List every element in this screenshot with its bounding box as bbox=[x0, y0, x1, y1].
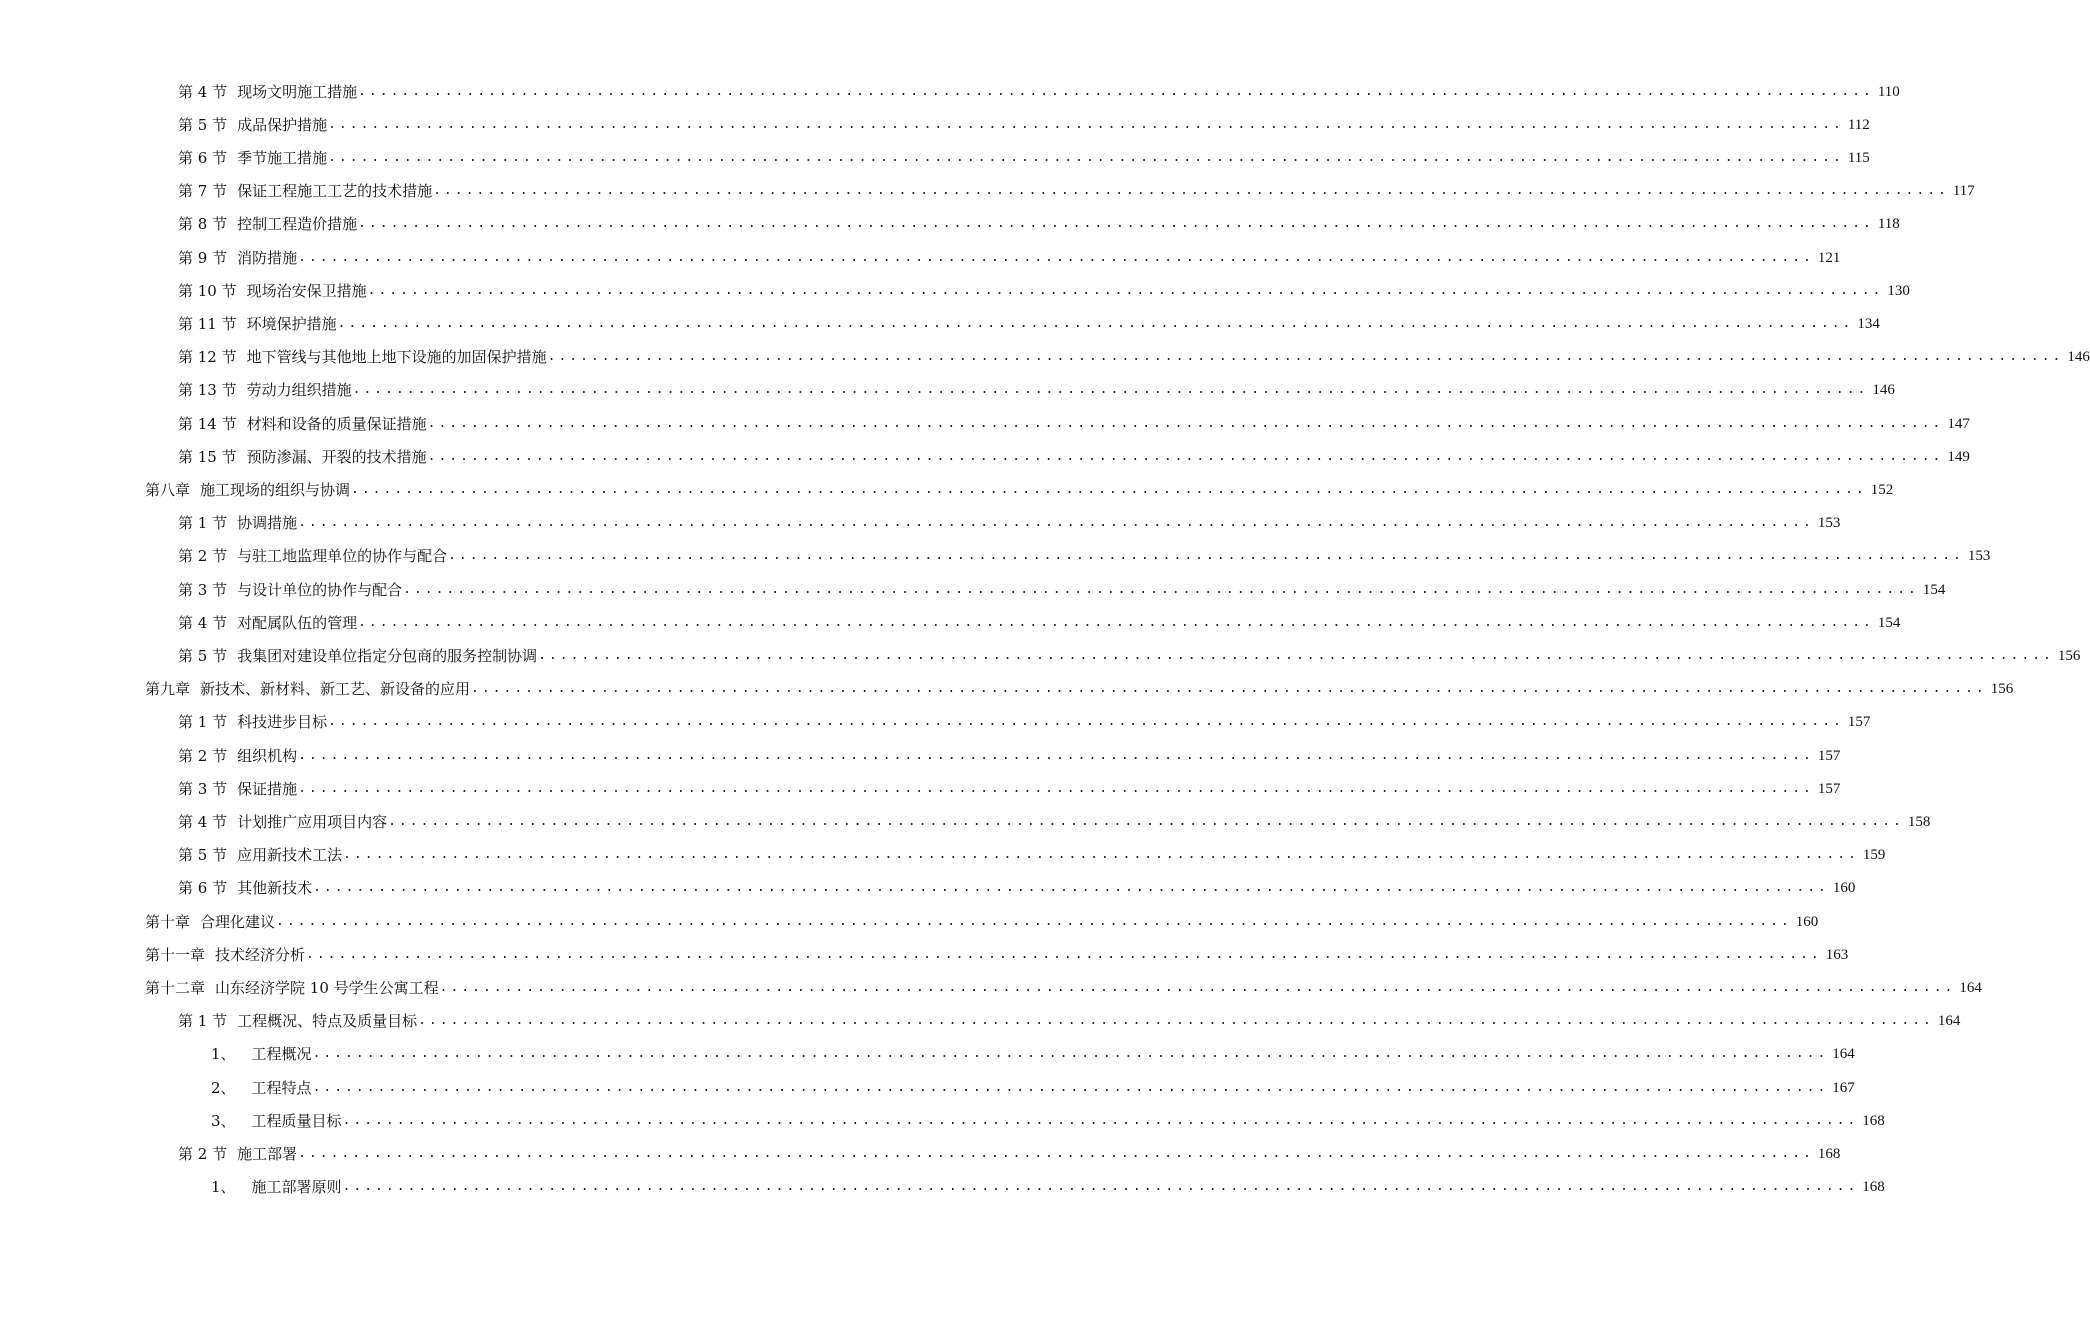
toc-dot-leader: ............................................................................................................................................ bbox=[433, 183, 1949, 199]
toc-entry-page-number: 168 bbox=[1862, 1179, 1885, 1196]
toc-entry-number: 第 14 节 bbox=[178, 414, 237, 433]
toc-entry[interactable] bbox=[178, 772, 1841, 805]
toc-entry-title: 协调措施 bbox=[237, 514, 298, 533]
toc-dot-leader: ............................................................................................................................................ bbox=[312, 1079, 1829, 1095]
toc-entry-number: 第 12 节 bbox=[178, 348, 237, 367]
toc-entry-heading bbox=[178, 380, 352, 400]
toc-entry-page-number: 110 bbox=[1877, 83, 1900, 100]
toc-entry[interactable] bbox=[178, 307, 1880, 340]
toc-entry-title: 成品保护措施 bbox=[237, 115, 328, 134]
toc-entry-heading bbox=[178, 148, 327, 168]
toc-entry-heading bbox=[178, 646, 537, 666]
toc-entry-title: 现场治安保卫措施 bbox=[246, 281, 367, 300]
toc-entry[interactable] bbox=[178, 507, 1841, 540]
toc-entry-number: 第 3 节 bbox=[178, 779, 228, 798]
toc-entry-title: 季节施工措施 bbox=[237, 148, 328, 167]
toc-entry-number: 第十章 bbox=[145, 912, 191, 931]
toc-entry-page-number: 152 bbox=[1870, 481, 1894, 498]
toc-entry-page-number: 149 bbox=[1947, 448, 1970, 465]
toc-entry-heading bbox=[178, 1011, 417, 1031]
toc-entry-heading bbox=[178, 779, 297, 799]
toc-entry[interactable] bbox=[178, 175, 1975, 208]
toc-entry-title: 计划推广应用项目内容 bbox=[237, 812, 388, 831]
toc-entry-number: 第 7 节 bbox=[178, 182, 228, 201]
toc-entry-title: 我集团对建设单位指定分包商的服务控制协调 bbox=[237, 646, 538, 665]
toc-entry[interactable] bbox=[145, 971, 1982, 1004]
toc-entry-title: 山东经济学院 10 号学生公寓工程 bbox=[215, 978, 439, 997]
toc-entry-heading bbox=[178, 845, 342, 865]
toc-entry-title: 科技进步目标 bbox=[237, 713, 328, 732]
toc-entry-heading bbox=[178, 613, 357, 633]
toc-entry-page-number: 112 bbox=[1847, 116, 1870, 133]
toc-entry[interactable] bbox=[178, 872, 1856, 905]
toc-entry-heading bbox=[145, 945, 305, 965]
toc-entry-number: 3、 bbox=[211, 1111, 236, 1130]
toc-dot-leader: ............................................................................................................................................ bbox=[276, 913, 1792, 929]
toc-entry-heading bbox=[178, 447, 427, 467]
toc-entry[interactable] bbox=[145, 473, 1894, 506]
toc-entry-heading bbox=[178, 580, 402, 600]
toc-entry-title: 对配属队伍的管理 bbox=[237, 613, 358, 632]
toc-dot-leader: ............................................................................................................................................ bbox=[358, 614, 1874, 630]
toc-dot-leader: ............................................................................................................................................ bbox=[427, 448, 1944, 464]
toc-entry-title: 环境保护措施 bbox=[246, 314, 337, 333]
toc-entry[interactable] bbox=[178, 739, 1841, 772]
toc-entry-number: 第 6 节 bbox=[178, 879, 228, 898]
toc-entry-title: 新技术、新材料、新工艺、新设备的应用 bbox=[200, 680, 471, 699]
toc-entry-title: 工程概况、特点及质量目标 bbox=[237, 1012, 418, 1031]
toc-entry-title: 工程特点 bbox=[251, 1078, 312, 1097]
toc-entry-heading bbox=[178, 181, 432, 201]
toc-entry[interactable] bbox=[178, 274, 1910, 307]
toc-entry-number: 1、 bbox=[211, 1045, 236, 1064]
toc-entry[interactable] bbox=[178, 208, 1900, 241]
toc-entry-title: 消防措施 bbox=[237, 248, 298, 267]
toc-entry-number: 第 5 节 bbox=[178, 115, 228, 134]
toc-dot-leader: ............................................................................................................................................ bbox=[337, 315, 1854, 331]
toc-entry-page-number: 160 bbox=[1795, 913, 1819, 930]
toc-entry-heading bbox=[145, 480, 350, 500]
toc-dot-leader: ............................................................................................................................................ bbox=[358, 83, 1874, 99]
toc-dot-leader: ............................................................................................................................................ bbox=[306, 946, 1822, 962]
toc-entry-heading bbox=[178, 746, 297, 766]
toc-entry-number: 第八章 bbox=[145, 480, 191, 499]
toc-entry-page-number: 130 bbox=[1887, 282, 1910, 299]
toc-dot-leader: ............................................................................................................................................ bbox=[312, 1046, 1829, 1062]
toc-entry-number: 第 4 节 bbox=[178, 82, 228, 101]
toc-dot-leader: ............................................................................................................................................ bbox=[352, 382, 1869, 398]
toc-entry[interactable] bbox=[178, 839, 1886, 872]
toc-entry[interactable] bbox=[178, 540, 1991, 573]
toc-entry-number: 第 1 节 bbox=[178, 514, 228, 533]
toc-entry-title: 组织机构 bbox=[237, 746, 298, 765]
toc-entry-title: 保证工程施工工艺的技术措施 bbox=[237, 182, 433, 201]
toc-entry[interactable] bbox=[178, 706, 1871, 739]
toc-entry-heading bbox=[211, 1044, 312, 1064]
toc-dot-leader: ............................................................................................................................................ bbox=[328, 714, 1844, 730]
toc-entry-title: 工程质量目标 bbox=[251, 1111, 342, 1130]
toc-entry-heading bbox=[211, 1078, 312, 1098]
toc-dot-leader: ............................................................................................................................................ bbox=[367, 282, 1884, 298]
toc-entry-number: 第 3 节 bbox=[178, 580, 228, 599]
toc-entry-page-number: 147 bbox=[1947, 415, 1970, 432]
toc-entry-page-number: 167 bbox=[1832, 1079, 1855, 1096]
toc-dot-leader: ............................................................................................................................................ bbox=[313, 880, 1829, 896]
toc-entry-page-number: 163 bbox=[1825, 946, 1849, 963]
toc-entry-page-number: 153 bbox=[1967, 548, 1991, 565]
toc-entry-heading bbox=[145, 679, 470, 699]
toc-entry-page-number: 164 bbox=[1937, 1013, 1961, 1030]
toc-entry-number: 第 6 节 bbox=[178, 148, 228, 167]
toc-entry-title: 与设计单位的协作与配合 bbox=[237, 580, 403, 599]
toc-entry-page-number: 168 bbox=[1817, 1145, 1841, 1162]
toc-entry[interactable] bbox=[178, 374, 1895, 407]
toc-entry-heading bbox=[178, 546, 447, 566]
toc-entry-number: 第九章 bbox=[145, 680, 191, 699]
toc-entry-page-number: 156 bbox=[2057, 647, 2081, 664]
toc-entry-heading bbox=[178, 214, 357, 234]
toc-dot-leader: ............................................................................................................................................ bbox=[342, 1179, 1859, 1195]
toc-entry-page-number: 157 bbox=[1817, 780, 1841, 797]
toc-entry-page-number: 121 bbox=[1817, 249, 1841, 266]
toc-entry-number: 第 13 节 bbox=[178, 381, 237, 400]
toc-entry-title: 现场文明施工措施 bbox=[237, 82, 358, 101]
toc-entry[interactable] bbox=[211, 1071, 1855, 1104]
toc-entry-title: 合理化建议 bbox=[200, 912, 276, 931]
toc-entry-heading bbox=[178, 314, 337, 334]
toc-entry-title: 技术经济分析 bbox=[215, 945, 306, 964]
toc-entry-page-number: 115 bbox=[1847, 149, 1870, 166]
toc-entry-heading bbox=[178, 513, 297, 533]
toc-dot-leader: ............................................................................................................................................ bbox=[448, 548, 1964, 564]
toc-dot-leader: ............................................................................................................................................ bbox=[298, 515, 1814, 531]
toc-entry[interactable] bbox=[145, 905, 1819, 938]
toc-entry-heading bbox=[145, 912, 275, 932]
toc-entry-page-number: 157 bbox=[1817, 747, 1841, 764]
toc-dot-leader: ............................................................................................................................................ bbox=[418, 1013, 1934, 1029]
toc-dot-leader: ............................................................................................................................................ bbox=[439, 979, 1956, 995]
toc-entry-page-number: 159 bbox=[1862, 847, 1886, 864]
toc-dot-leader: ............................................................................................................................................ bbox=[358, 216, 1874, 232]
toc-dot-leader: ............................................................................................................................................ bbox=[298, 249, 1814, 265]
toc-dot-leader: ............................................................................................................................................ bbox=[298, 747, 1814, 763]
toc-entry[interactable] bbox=[211, 1038, 1855, 1071]
toc-entry-number: 第 2 节 bbox=[178, 1144, 228, 1163]
toc-entry-heading bbox=[178, 812, 387, 832]
toc-entry-heading bbox=[211, 1177, 342, 1197]
toc-entry-page-number: 134 bbox=[1857, 315, 1880, 332]
toc-entry[interactable] bbox=[178, 606, 1901, 639]
toc-entry-number: 第 4 节 bbox=[178, 812, 228, 831]
toc-entry[interactable] bbox=[178, 440, 1970, 473]
toc-entry-number: 第 1 节 bbox=[178, 713, 228, 732]
toc-entry[interactable] bbox=[145, 673, 2014, 706]
toc-entry-heading bbox=[178, 878, 312, 898]
toc-entry-page-number: 164 bbox=[1832, 1046, 1855, 1063]
toc-entry-number: 第 11 节 bbox=[178, 314, 237, 333]
toc-entry[interactable] bbox=[178, 407, 1970, 440]
toc-entry-heading bbox=[178, 281, 367, 301]
toc-entry-heading bbox=[178, 1144, 297, 1164]
toc-entry-title: 控制工程造价措施 bbox=[237, 215, 358, 234]
toc-entry-title: 材料和设备的质量保证措施 bbox=[246, 414, 427, 433]
toc-entry-number: 第 9 节 bbox=[178, 248, 228, 267]
toc-entry-heading bbox=[178, 712, 327, 732]
toc-entry-heading bbox=[145, 978, 439, 998]
toc-entry[interactable] bbox=[178, 805, 1931, 838]
toc-entry-heading bbox=[178, 414, 427, 434]
toc-dot-leader: ............................................................................................................................................ bbox=[342, 1112, 1859, 1128]
toc-entry-heading bbox=[178, 248, 297, 268]
toc-entry-title: 工程概况 bbox=[251, 1045, 312, 1064]
toc-entry-number: 第 2 节 bbox=[178, 746, 228, 765]
toc-entry-number: 1、 bbox=[211, 1178, 236, 1197]
toc-entry-number: 第 4 节 bbox=[178, 613, 228, 632]
toc-dot-leader: ............................................................................................................................................ bbox=[547, 349, 2064, 365]
toc-dot-leader: ............................................................................................................................................ bbox=[538, 647, 2054, 663]
toc-entry-number: 第 1 节 bbox=[178, 1012, 228, 1031]
toc-entry-page-number: 154 bbox=[1922, 581, 1946, 598]
toc-entry[interactable] bbox=[178, 241, 1841, 274]
toc-entry-title: 应用新技术工法 bbox=[237, 846, 343, 865]
toc-entry-heading bbox=[178, 347, 547, 367]
toc-dot-leader: ............................................................................................................................................ bbox=[351, 481, 1867, 497]
toc-dot-leader: ............................................................................................................................................ bbox=[427, 415, 1944, 431]
toc-entry[interactable] bbox=[178, 341, 2090, 374]
toc-entry[interactable] bbox=[178, 573, 1946, 606]
toc-entry[interactable] bbox=[211, 1104, 1885, 1137]
toc-entry-title: 施工部署 bbox=[237, 1144, 298, 1163]
toc-entry-page-number: 118 bbox=[1877, 216, 1900, 233]
toc-entry-page-number: 160 bbox=[1832, 880, 1856, 897]
toc-entry-page-number: 117 bbox=[1952, 183, 1975, 200]
toc-entry-title: 施工现场的组织与协调 bbox=[200, 480, 351, 499]
toc-entry-title: 劳动力组织措施 bbox=[246, 381, 352, 400]
toc-dot-leader: ............................................................................................................................................ bbox=[388, 813, 1904, 829]
toc-entry-number: 第十二章 bbox=[145, 978, 206, 997]
toc-entry[interactable] bbox=[178, 108, 1870, 141]
toc-dot-leader: ............................................................................................................................................ bbox=[298, 780, 1814, 796]
toc-entry-heading bbox=[211, 1111, 342, 1131]
toc-entry-number: 第 5 节 bbox=[178, 646, 228, 665]
toc-entry-page-number: 153 bbox=[1817, 515, 1841, 532]
toc-entry-page-number: 154 bbox=[1877, 614, 1901, 631]
toc-entry-number: 第 8 节 bbox=[178, 215, 228, 234]
toc-entry[interactable] bbox=[178, 1137, 1841, 1170]
toc-entry-heading bbox=[178, 82, 357, 102]
toc-entry-title: 保证措施 bbox=[237, 779, 298, 798]
toc-dot-leader: ............................................................................................................................................ bbox=[298, 1145, 1814, 1161]
toc-entry[interactable] bbox=[178, 1005, 1961, 1038]
toc-entry-title: 其他新技术 bbox=[237, 879, 313, 898]
toc-entry-heading bbox=[178, 115, 327, 135]
toc-entry-page-number: 168 bbox=[1862, 1112, 1885, 1129]
toc-entry-number: 第十一章 bbox=[145, 945, 206, 964]
toc-entry-page-number: 164 bbox=[1959, 979, 1982, 996]
toc-entry[interactable] bbox=[178, 639, 2081, 672]
toc-entry-number: 第 2 节 bbox=[178, 547, 228, 566]
toc-entry[interactable] bbox=[145, 938, 1849, 971]
toc-dot-leader: ............................................................................................................................................ bbox=[343, 847, 1859, 863]
toc-entry[interactable] bbox=[178, 141, 1870, 174]
toc-dot-leader: ............................................................................................................................................ bbox=[403, 581, 1919, 597]
toc-dot-leader: ............................................................................................................................................ bbox=[328, 116, 1844, 132]
toc-entry[interactable] bbox=[178, 75, 1900, 108]
toc-entry-page-number: 146 bbox=[1872, 382, 1895, 399]
toc-entry-title: 地下管线与其他地上地下设施的加固保护措施 bbox=[246, 348, 547, 367]
toc-entry-page-number: 157 bbox=[1847, 714, 1871, 731]
toc-dot-leader: ............................................................................................................................................ bbox=[328, 149, 1844, 165]
toc-entry[interactable] bbox=[211, 1171, 1885, 1204]
toc-entry-title: 施工部署原则 bbox=[251, 1178, 342, 1197]
toc-entry-title: 与驻工地监理单位的协作与配合 bbox=[237, 547, 448, 566]
toc-entry-title: 预防渗漏、开裂的技术措施 bbox=[246, 447, 427, 466]
toc-entry-number: 第 10 节 bbox=[178, 281, 237, 300]
toc-entry-page-number: 146 bbox=[2067, 349, 2090, 366]
toc-entry-number: 2、 bbox=[211, 1078, 236, 1097]
toc-entry-number: 第 15 节 bbox=[178, 447, 237, 466]
toc-entry-number: 第 5 节 bbox=[178, 846, 228, 865]
toc-dot-leader: ............................................................................................................................................ bbox=[471, 681, 1987, 697]
toc-entry-page-number: 158 bbox=[1907, 813, 1931, 830]
toc-entry-page-number: 156 bbox=[1990, 681, 2014, 698]
